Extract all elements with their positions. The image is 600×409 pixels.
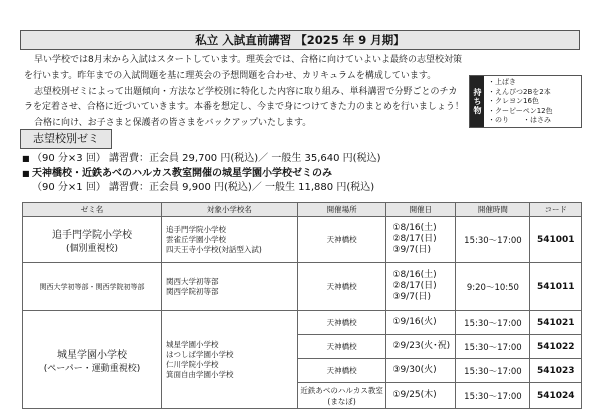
target-schools	[161, 263, 297, 311]
date-item: ①9/16(火)	[386, 311, 456, 335]
header-time: 開催時間	[456, 203, 530, 217]
course-code: 541022	[530, 335, 582, 359]
date-item: ③9/30(火)	[386, 359, 456, 383]
venue-sub: (まなぼ)	[327, 396, 356, 406]
course-code: 541001	[530, 217, 582, 263]
seminar-name: 関西大学初等部・関西学院初等部	[23, 263, 162, 311]
intro-paragraph: 志望校別ゼミによって出題傾向・方法など学校別に特化した内容に取り組み、単科講習で分野ごとのチカラを定着させ、合格に近づいていきます。本番を想定し、今まで身につけてきた力のまとめを行いましょう！	[24, 86, 464, 113]
target-school: 城星学園小学校	[165, 339, 219, 349]
target-school: 箕面自由学園小学校	[165, 369, 234, 379]
belongings-tab: 持ち物	[470, 76, 484, 127]
date-item: ②9/23(火･祝)	[386, 335, 456, 359]
header-target: 対象小学校名	[161, 203, 297, 217]
table-row	[23, 263, 582, 311]
belongings-box	[469, 75, 582, 128]
belongings-list	[488, 78, 553, 126]
price-line-josei-heading	[22, 167, 380, 182]
price-text: （90 分×3 回） 講習費：正会員 29,700 円(税込)／ 一般生 35,640 円(税込)	[32, 153, 381, 164]
course-code: 541011	[530, 263, 582, 311]
header-venue: 開催場所	[297, 203, 386, 217]
venue: 天神橋校	[297, 263, 386, 311]
header-seminar: ゼミ名	[23, 203, 162, 217]
seminar-name-text: 城星学園小学校	[56, 349, 127, 361]
intro-paragraph: 早い学校では8月末から入試はスタートしています。理英会では、合格に向けていよいよ最終の志望校対策を行います。昨年までの入試問題を基に理英会の予想問題を合わせ、カリキュラムを構成しています。	[24, 55, 463, 81]
date-item: ①9/25(木)	[386, 383, 456, 409]
time: 15:30～17:00	[456, 217, 530, 263]
bullet-icon: ■	[22, 154, 30, 163]
time: 9:20～10:50	[456, 263, 530, 311]
venue: 天神橋校	[297, 335, 386, 359]
header-date: 開催日	[386, 203, 456, 217]
course-code: 541024	[530, 383, 582, 409]
schedule-table	[22, 202, 582, 409]
price-info	[22, 152, 380, 196]
time: 15:30～17:00	[456, 311, 530, 335]
seminar-type: (個別重視校)	[65, 243, 118, 254]
seminar-name	[23, 311, 162, 409]
seminar-type: (ペーパー・運動重視校)	[43, 363, 141, 374]
table-row	[23, 311, 582, 335]
seminar-name-text: 追手門学院小学校	[51, 229, 132, 241]
belongings-item: ・のり ・はさみ	[488, 116, 551, 124]
date-item: ③9/7(日)	[392, 245, 431, 255]
target-schools	[161, 311, 297, 409]
date-item: ②8/17(日)	[392, 281, 437, 291]
target-school: はつしば学園小学校	[165, 349, 234, 359]
course-code: 541021	[530, 311, 582, 335]
price-line-regular	[22, 152, 380, 167]
intro-text	[24, 53, 464, 132]
price-line-josei: （90 分×1 回） 講習費：正会員 9,900 円(税込)／ 一般生 11,880 円(税込)	[32, 182, 375, 193]
page-title: 私立 入試直前講習 【2025 年 9 月期】	[20, 30, 580, 50]
venue: 天神橋校	[297, 359, 386, 383]
header-code: コード	[530, 203, 582, 217]
target-school: 仁川学院小学校	[165, 359, 219, 369]
belongings-item: ・えんぴつ2Bを2本	[488, 87, 551, 96]
date-item: ①8/16(土)	[392, 223, 437, 233]
venue-name: 近鉄あべのハルカス教室	[300, 385, 383, 395]
date-item: ①8/16(土)	[392, 270, 437, 280]
table-header-row	[23, 203, 582, 217]
dates	[386, 263, 456, 311]
table-row	[23, 217, 582, 263]
dates	[386, 217, 456, 263]
target-school: 関西学院初等部	[165, 286, 219, 296]
target-school: 追手門学院小学校	[165, 224, 226, 234]
section-heading: 志望校別ゼミ	[20, 129, 112, 149]
seminar-name	[23, 217, 162, 263]
venue	[297, 383, 386, 409]
target-school: 四天王寺小学校(対話型入試)	[165, 244, 262, 254]
target-school: 関西大学初等部	[165, 276, 219, 286]
belongings-item: ・上ばき	[488, 78, 516, 86]
time: 15:30～17:00	[456, 383, 530, 409]
venue: 天神橋校	[297, 311, 386, 335]
time: 15:30～17:00	[456, 359, 530, 383]
venue: 天神橋校	[297, 217, 386, 263]
intro-paragraph: 合格に向け、お子さまと保護者の皆さまをバックアップいたします。	[34, 118, 312, 129]
price-text: 天神橋校・近鉄あべのハルカス教室開催の城星学園小学校ゼミのみ	[32, 167, 332, 179]
target-schools	[161, 217, 297, 263]
course-code: 541023	[530, 359, 582, 383]
date-item: ②8/17(日)	[392, 234, 437, 244]
bullet-icon: ■	[22, 168, 30, 178]
date-item: ③9/7(日)	[392, 292, 431, 302]
time: 15:30～17:00	[456, 335, 530, 359]
target-school: 雲雀丘学園小学校	[165, 234, 226, 244]
belongings-item: ・クーピーペン12色	[488, 106, 553, 115]
belongings-item: ・クレヨン16色	[488, 97, 539, 105]
